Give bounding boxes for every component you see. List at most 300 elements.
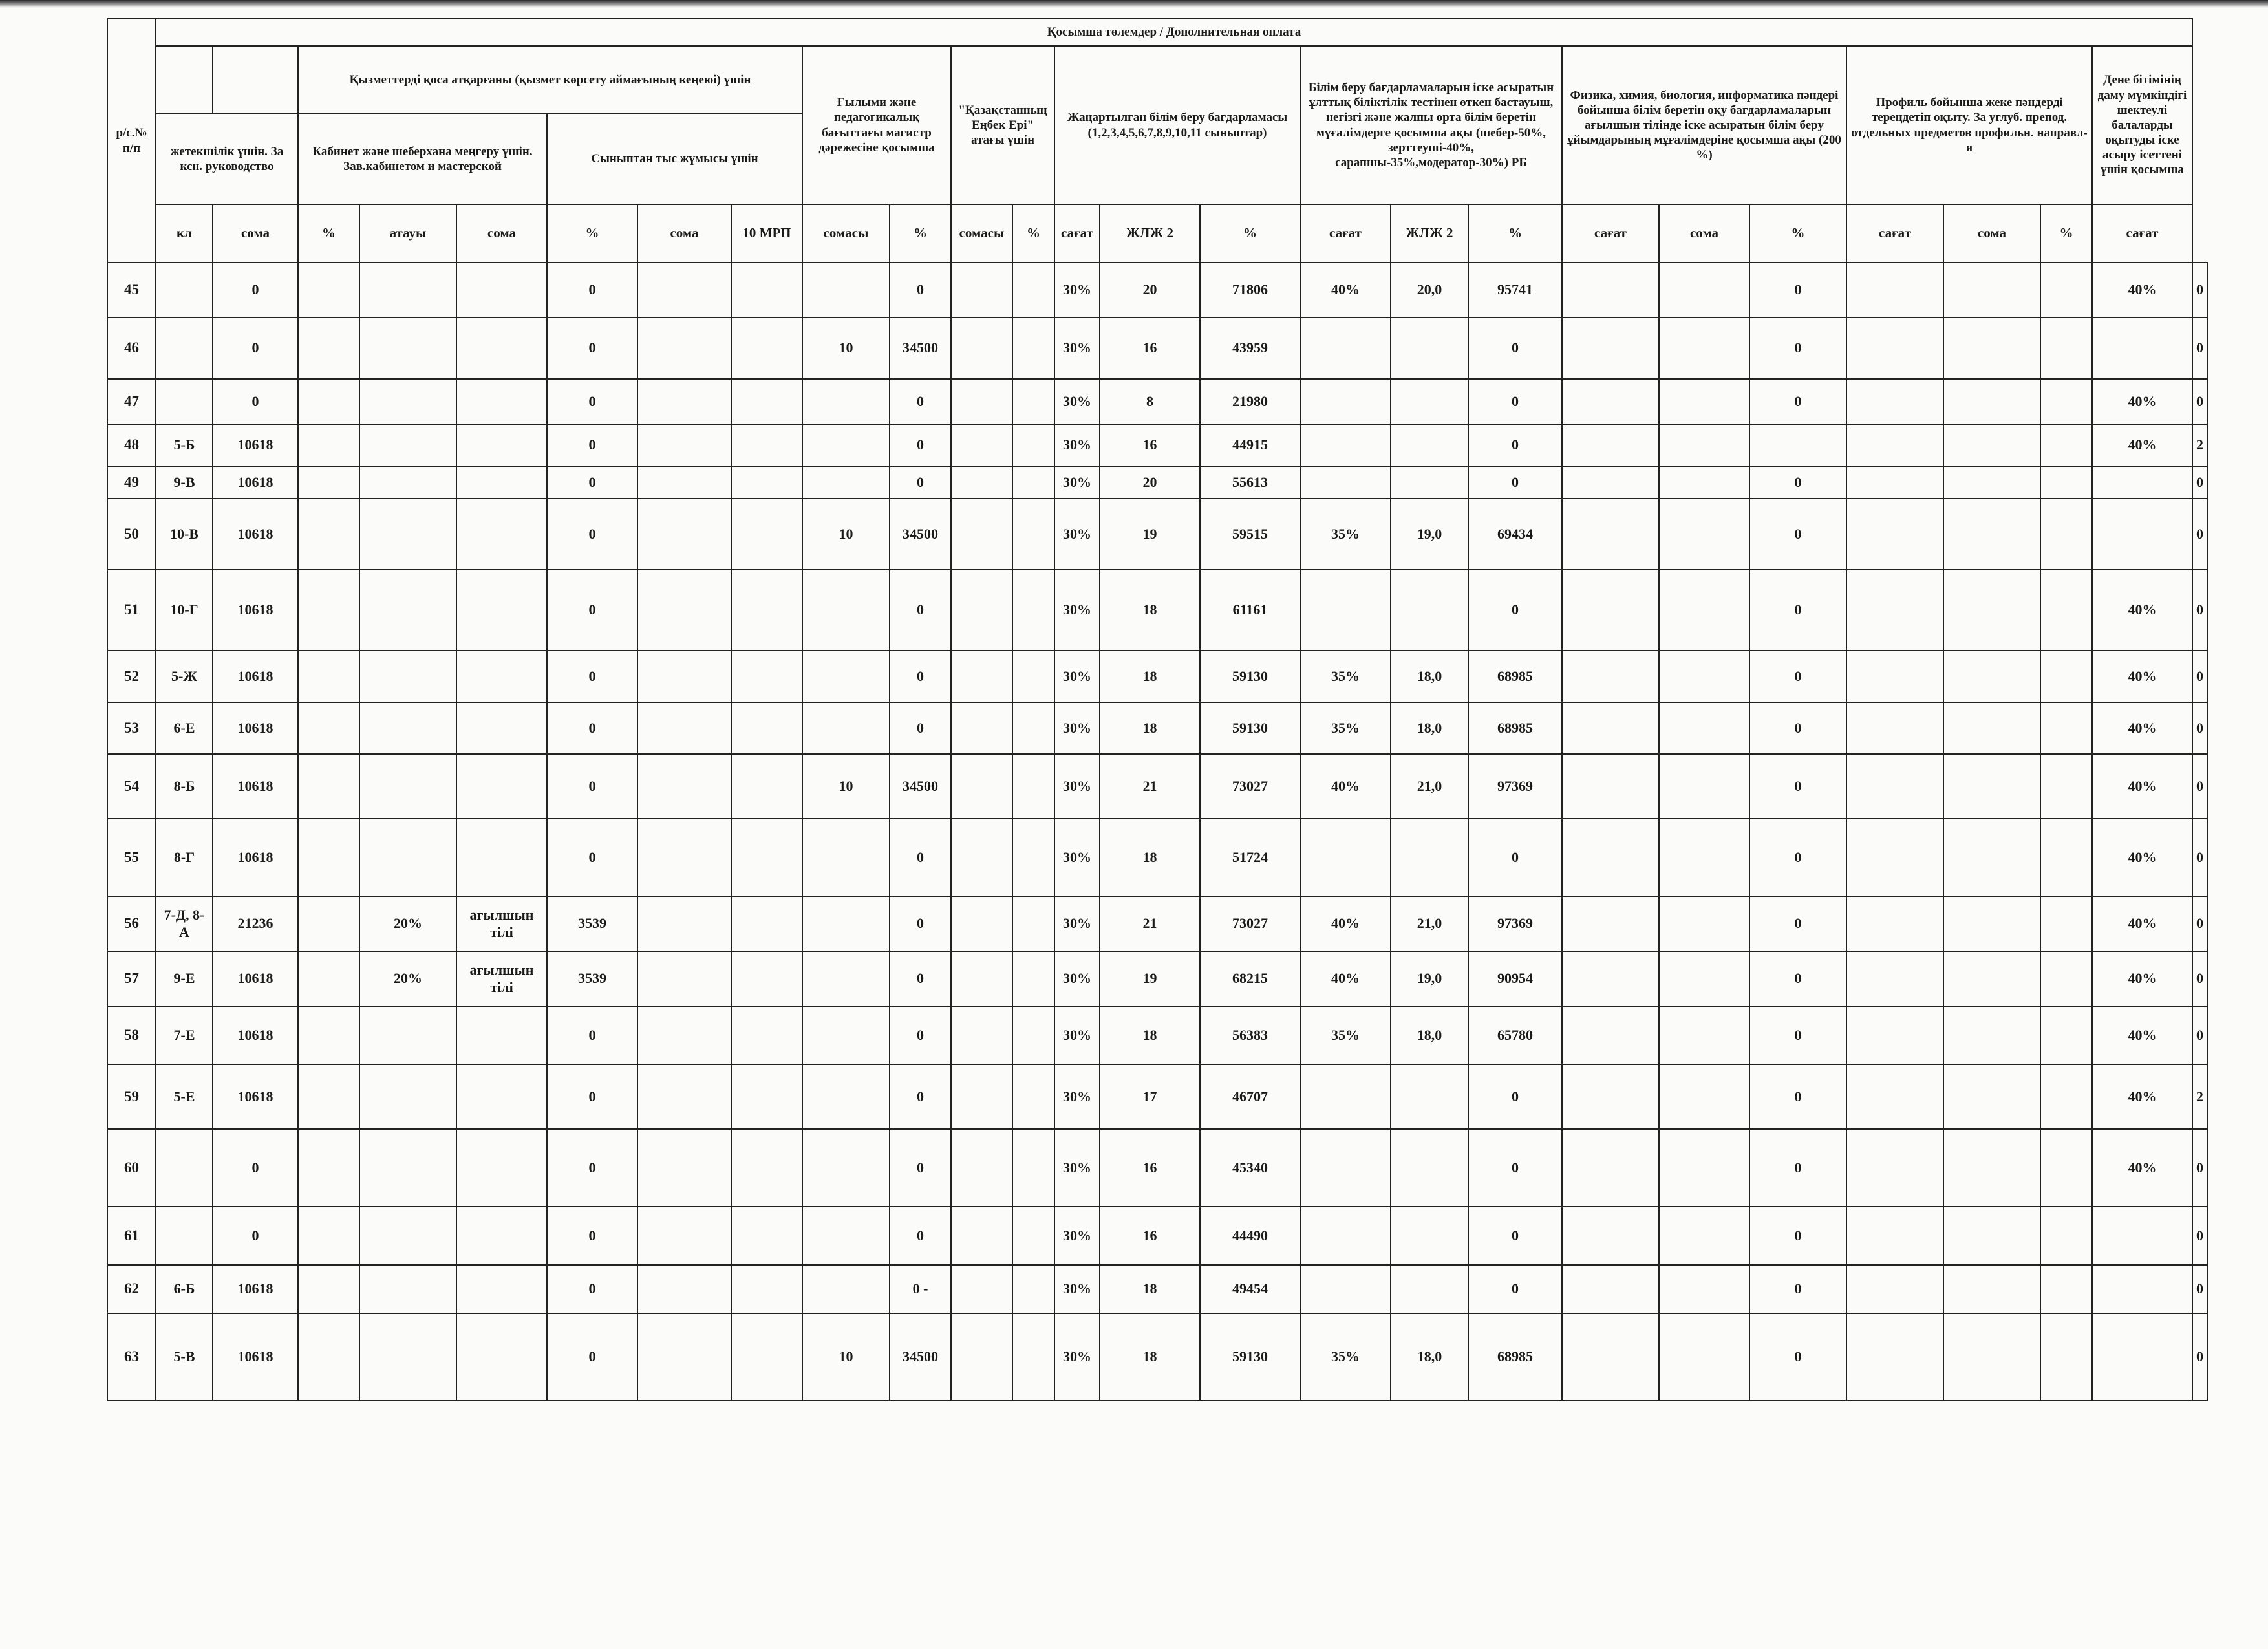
table-cell-f3: 0 [1749, 1006, 1847, 1065]
table-cell-f2 [1658, 753, 1750, 819]
table-cell-p1 [297, 569, 360, 651]
table-cell-p2 [359, 1064, 457, 1130]
table-cell-e2 [731, 650, 803, 703]
table-cell-g2 [1943, 951, 2041, 1007]
table-cell-e1 [637, 1313, 732, 1401]
row-number: 53 [107, 702, 156, 755]
table-cell-e1 [637, 1206, 732, 1266]
table-cell-p2 [359, 317, 457, 380]
table-cell-t1: 35% [1300, 702, 1391, 755]
table-cell-k1 [950, 1006, 1013, 1065]
table-cell-t2: 18,0 [1390, 650, 1469, 703]
table-cell-t3: 0 [1468, 818, 1563, 897]
table-cell-t3: 97369 [1468, 896, 1563, 952]
table-cell-u3: 44915 [1199, 424, 1301, 467]
table-cell-a2 [456, 1128, 548, 1207]
row-number: 63 [107, 1313, 156, 1401]
table-cell-s1: 10618 [212, 1006, 299, 1065]
table-cell-e1 [637, 1006, 732, 1065]
table-cell-s2: 0 [546, 1264, 638, 1314]
table-cell-d1: 40% [2091, 378, 2193, 425]
table-cell-p1 [297, 896, 360, 952]
table-cell-d2: 0 [2192, 498, 2208, 570]
row-number: 62 [107, 1264, 156, 1314]
table-cell-g3 [2040, 378, 2093, 425]
table-cell-s2: 0 [546, 702, 638, 755]
table-cell-t1: 35% [1300, 498, 1391, 570]
table-cell-k1 [950, 262, 1013, 318]
table-cell-u1: 30% [1054, 498, 1100, 570]
table-cell-a2 [456, 262, 548, 318]
table-cell-k2 [1012, 1064, 1055, 1130]
table-cell-t1: 35% [1300, 1313, 1391, 1401]
table-cell-f3: 0 [1749, 951, 1847, 1007]
table-cell-t2: 21,0 [1390, 896, 1469, 952]
table-cell-s2: 0 [546, 1206, 638, 1266]
table-cell-u2: 21 [1099, 753, 1201, 819]
table-cell-kl: 7-Е [155, 1006, 213, 1065]
table-cell-k1 [950, 1313, 1013, 1401]
column-header-sagat: сағат [1300, 204, 1391, 263]
table-cell-t2 [1390, 424, 1469, 467]
table-cell-f1 [1561, 1313, 1660, 1401]
table-cell-t3: 0 [1468, 569, 1563, 651]
table-cell-p2 [359, 424, 457, 467]
table-cell-g2 [1943, 262, 2041, 318]
table-cell-t2: 18,0 [1390, 1313, 1469, 1401]
table-cell-e2 [731, 1128, 803, 1207]
table-cell-g2 [1943, 896, 2041, 952]
table-cell-f3: 0 [1749, 702, 1847, 755]
table-cell-u1: 30% [1054, 1264, 1100, 1314]
table-cell-s1: 21236 [212, 896, 299, 952]
table-cell-u3: 61161 [1199, 569, 1301, 651]
table-cell-m1 [802, 650, 890, 703]
table-cell-u3: 46707 [1199, 1064, 1301, 1130]
table-cell-u2: 18 [1099, 1313, 1201, 1401]
table-cell-d1: 40% [2091, 896, 2193, 952]
table-cell-u1: 30% [1054, 753, 1100, 819]
table-cell-m1 [802, 1206, 890, 1266]
table-cell-u1: 30% [1054, 1313, 1100, 1401]
table-cell-k1 [950, 1064, 1013, 1130]
row-number: 51 [107, 569, 156, 651]
table-cell-k2 [1012, 818, 1055, 897]
table-cell-f3: 0 [1749, 818, 1847, 897]
table-cell-p2: 20% [359, 951, 457, 1007]
table-cell-kl: 8-Г [155, 818, 213, 897]
column-header-pct: % [1199, 204, 1301, 263]
row-number: 47 [107, 378, 156, 425]
table-cell-kl [155, 1128, 213, 1207]
column-header-sagat: сағат [1561, 204, 1660, 263]
table-cell-s1: 10618 [212, 424, 299, 467]
table-cell-u1: 30% [1054, 1006, 1100, 1065]
table-cell-g2 [1943, 1064, 2041, 1130]
table-cell-u2: 21 [1099, 896, 1201, 952]
table-cell-k1 [950, 569, 1013, 651]
table-cell-d2: 0 [2192, 1206, 2208, 1266]
table-cell-g2 [1943, 378, 2041, 425]
table-cell-d1: 40% [2091, 702, 2193, 755]
table-cell-m1 [802, 378, 890, 425]
table-cell-u3: 73027 [1199, 896, 1301, 952]
table-cell-t3: 0 [1468, 1128, 1563, 1207]
table-cell-s1: 0 [212, 317, 299, 380]
table-cell-m1 [802, 1006, 890, 1065]
table-cell-f1 [1561, 498, 1660, 570]
table-cell-d2: 0 [2192, 1006, 2208, 1065]
table-cell-g1 [1846, 1206, 1944, 1266]
table-cell-s1: 10618 [212, 466, 299, 499]
table-cell-t3: 0 [1468, 466, 1563, 499]
table-cell-a2 [456, 317, 548, 380]
table-cell-s2: 0 [546, 1006, 638, 1065]
table-cell-m1: 10 [802, 1313, 890, 1401]
table-cell-p1 [297, 951, 360, 1007]
table-cell-d1 [2091, 1264, 2193, 1314]
table-cell-g1 [1846, 498, 1944, 570]
table-cell-t1 [1300, 818, 1391, 897]
table-cell-s1: 10618 [212, 1313, 299, 1401]
table-cell-s2: 0 [546, 466, 638, 499]
table-cell-t3: 0 [1468, 424, 1563, 467]
table-cell-e2 [731, 896, 803, 952]
header-left-blank [155, 45, 213, 114]
table-cell-u1: 30% [1054, 1064, 1100, 1130]
table-cell-t3: 97369 [1468, 753, 1563, 819]
table-cell-k1 [950, 818, 1013, 897]
table-cell-g2 [1943, 466, 2041, 499]
table-cell-f3: 0 [1749, 650, 1847, 703]
table-cell-u1: 30% [1054, 951, 1100, 1007]
table-cell-p1 [297, 650, 360, 703]
table-cell-f2 [1658, 650, 1750, 703]
table-cell-f3: 0 [1749, 896, 1847, 952]
table-cell-m2: 0 [889, 262, 952, 318]
table-cell-m1 [802, 1128, 890, 1207]
table-cell-a2 [456, 818, 548, 897]
table-cell-m2: 34500 [889, 1313, 952, 1401]
table-cell-e1 [637, 1264, 732, 1314]
column-header-pct: % [2040, 204, 2093, 263]
table-cell-t3: 65780 [1468, 1006, 1563, 1065]
table-cell-s1: 10618 [212, 702, 299, 755]
table-cell-m1 [802, 262, 890, 318]
table-cell-g2 [1943, 1313, 2041, 1401]
header-labor-hero: "Қазақстанның Еңбек Ері" атағы үшін [950, 45, 1055, 205]
table-cell-k1 [950, 466, 1013, 499]
table-cell-u1: 30% [1054, 818, 1100, 897]
table-cell-s2: 3539 [546, 951, 638, 1007]
table-cell-u1: 30% [1054, 424, 1100, 467]
table-cell-e2 [731, 262, 803, 318]
table-cell-f2 [1658, 378, 1750, 425]
table-cell-kl: 10-Г [155, 569, 213, 651]
table-cell-f1 [1561, 466, 1660, 499]
table-cell-d1: 40% [2091, 424, 2193, 467]
column-header-sagat: сағат [1846, 204, 1944, 263]
table-cell-f3: 0 [1749, 753, 1847, 819]
table-cell-m1 [802, 1064, 890, 1130]
table-cell-f2 [1658, 1006, 1750, 1065]
table-cell-s2: 0 [546, 753, 638, 819]
table-cell-kl: 9-Е [155, 951, 213, 1007]
table-cell-k2 [1012, 262, 1055, 318]
table-cell-t2 [1390, 1206, 1469, 1266]
header-profile-study: Профиль бойынша жеке пәндерді тереңдетіп оқыту. За углуб. препод. отдельных предметов профильн. направл-я [1846, 45, 2093, 205]
table-cell-s2: 0 [546, 1313, 638, 1401]
row-number: 45 [107, 262, 156, 318]
table-cell-d1 [2091, 466, 2193, 499]
table-cell-f1 [1561, 702, 1660, 755]
table-cell-d2: 0 [2192, 896, 2208, 952]
table-cell-s1: 10618 [212, 498, 299, 570]
table-cell-d2: 0 [2192, 650, 2208, 703]
table-cell-kl: 10-В [155, 498, 213, 570]
table-cell-a2 [456, 1006, 548, 1065]
table-cell-d2: 0 [2192, 753, 2208, 819]
table-cell-f2 [1658, 1064, 1750, 1130]
table-cell-kl: 9-В [155, 466, 213, 499]
table-cell-t3: 90954 [1468, 951, 1563, 1007]
table-cell-s2: 0 [546, 569, 638, 651]
table-cell-u3: 56383 [1199, 1006, 1301, 1065]
table-cell-k2 [1012, 378, 1055, 425]
table-cell-m1 [802, 702, 890, 755]
table-cell-p1 [297, 262, 360, 318]
table-cell-a2 [456, 1264, 548, 1314]
table-cell-s2: 0 [546, 424, 638, 467]
table-cell-d2: 2 [2192, 424, 2208, 467]
table-cell-k1 [950, 1128, 1013, 1207]
table-cell-p1 [297, 424, 360, 467]
table-cell-s2: 0 [546, 818, 638, 897]
column-header-pct: % [889, 204, 952, 263]
row-number: 56 [107, 896, 156, 952]
table-cell-t1: 35% [1300, 1006, 1391, 1065]
table-cell-t2: 20,0 [1390, 262, 1469, 318]
table-cell-g1 [1846, 262, 1944, 318]
table-cell-u1: 30% [1054, 702, 1100, 755]
table-cell-s1: 10618 [212, 1064, 299, 1130]
table-cell-p2 [359, 702, 457, 755]
table-cell-m2: 0 [889, 378, 952, 425]
table-cell-u1: 30% [1054, 378, 1100, 425]
table-cell-f1 [1561, 753, 1660, 819]
table-cell-f2 [1658, 466, 1750, 499]
table-cell-e2 [731, 1313, 803, 1401]
table-cell-p2 [359, 650, 457, 703]
table-cell-a2 [456, 702, 548, 755]
table-cell-g1 [1846, 951, 1944, 1007]
table-cell-k2 [1012, 753, 1055, 819]
table-cell-e1 [637, 702, 732, 755]
table-cell-k2 [1012, 1264, 1055, 1314]
row-number: 54 [107, 753, 156, 819]
table-cell-a2: ағылшын тілі [456, 951, 548, 1007]
table-cell-f3: 0 [1749, 498, 1847, 570]
table-cell-kl: 7-Д, 8-А [155, 896, 213, 952]
table-cell-k2 [1012, 424, 1055, 467]
table-cell-m2: 0 [889, 1128, 952, 1207]
table-cell-g1 [1846, 569, 1944, 651]
table-cell-g3 [2040, 818, 2093, 897]
table-cell-g1 [1846, 378, 1944, 425]
table-cell-s1: 10618 [212, 650, 299, 703]
table-cell-g3 [2040, 1006, 2093, 1065]
table-cell-s1: 10618 [212, 951, 299, 1007]
table-cell-t3: 68985 [1468, 1313, 1563, 1401]
table-cell-d2: 0 [2192, 317, 2208, 380]
column-header-soma: сома [212, 204, 299, 263]
header-national-test: Білім беру бағдарламаларын іске асыратын ұлттық біліктілік тестінен өткен бастауыш, негізгі және жалпы орта білім беретін мұғалімдерге қосымша ақы (шебер-50%, зерттеуші-40%, сарапшы-35%,модератор-30%) РБ [1300, 45, 1563, 205]
table-cell-k1 [950, 498, 1013, 570]
header-extra-payments: Қосымша төлемдер / Дополнительная оплата [155, 18, 2193, 47]
table-cell-t2 [1390, 818, 1469, 897]
table-cell-d2: 0 [2192, 262, 2208, 318]
table-cell-s2: 3539 [546, 896, 638, 952]
table-cell-e2 [731, 317, 803, 380]
table-cell-t3: 95741 [1468, 262, 1563, 318]
column-header-soma: сома [1943, 204, 2041, 263]
table-cell-u2: 18 [1099, 1264, 1201, 1314]
table-cell-g2 [1943, 498, 2041, 570]
table-cell-g1 [1846, 1006, 1944, 1065]
column-header-sagat: сағат [2091, 204, 2193, 263]
table-cell-g2 [1943, 569, 2041, 651]
table-cell-s1: 0 [212, 262, 299, 318]
table-cell-d2: 0 [2192, 1128, 2208, 1207]
table-cell-f3: 0 [1749, 378, 1847, 425]
table-cell-k2 [1012, 1313, 1055, 1401]
table-cell-t2 [1390, 317, 1469, 380]
table-cell-m2: 0 [889, 951, 952, 1007]
table-cell-g3 [2040, 1264, 2093, 1314]
table-cell-m1: 10 [802, 753, 890, 819]
table-cell-g2 [1943, 424, 2041, 467]
table-cell-p2: 20% [359, 896, 457, 952]
table-cell-f3: 0 [1749, 1064, 1847, 1130]
table-cell-u1: 30% [1054, 896, 1100, 952]
table-cell-u3: 59130 [1199, 650, 1301, 703]
table-cell-d1 [2091, 498, 2193, 570]
table-cell-d1 [2091, 1313, 2193, 1401]
header-class-guidance: жетекшілік үшін. За ксн. руководство [155, 113, 299, 205]
table-cell-g2 [1943, 818, 2041, 897]
table-cell-d2: 0 [2192, 702, 2208, 755]
table-cell-s1: 10618 [212, 1264, 299, 1314]
table-cell-e2 [731, 1064, 803, 1130]
table-cell-f2 [1658, 1313, 1750, 1401]
table-cell-g1 [1846, 466, 1944, 499]
header-row-number: р/с.№ п/п [107, 18, 156, 263]
table-cell-m2: 0 [889, 1064, 952, 1130]
table-cell-u1: 30% [1054, 569, 1100, 651]
table-cell-f1 [1561, 1264, 1660, 1314]
column-header-pct: % [546, 204, 638, 263]
table-cell-u3: 73027 [1199, 753, 1301, 819]
table-cell-t1 [1300, 1206, 1391, 1266]
table-cell-f2 [1658, 818, 1750, 897]
table-cell-f1 [1561, 1064, 1660, 1130]
header-physical-development: Дене бітімінің даму мүмкіндігі шектеулі балаларды оқытуды іске асыру ісеттені үшін қосымша [2091, 45, 2193, 205]
table-cell-s1: 10618 [212, 753, 299, 819]
table-cell-p1 [297, 702, 360, 755]
table-cell-f2 [1658, 1128, 1750, 1207]
table-cell-u3: 43959 [1199, 317, 1301, 380]
table-cell-p1 [297, 753, 360, 819]
table-cell-d2: 2 [2192, 1064, 2208, 1130]
column-header-pct: % [1749, 204, 1847, 263]
table-cell-p1 [297, 1264, 360, 1314]
table-cell-f2 [1658, 498, 1750, 570]
table-cell-d1: 40% [2091, 818, 2193, 897]
table-cell-u2: 18 [1099, 650, 1201, 703]
table-cell-d1: 40% [2091, 1128, 2193, 1207]
table-cell-s2: 0 [546, 1128, 638, 1207]
table-cell-g3 [2040, 753, 2093, 819]
table-cell-k2 [1012, 498, 1055, 570]
table-cell-t3: 69434 [1468, 498, 1563, 570]
table-cell-u1: 30% [1054, 262, 1100, 318]
table-cell-m2: 34500 [889, 317, 952, 380]
table-cell-f3: 0 [1749, 1313, 1847, 1401]
column-header-zhlzh: ЖЛЖ 2 [1099, 204, 1201, 263]
table-cell-m1 [802, 1264, 890, 1314]
table-cell-g1 [1846, 1264, 1944, 1314]
table-cell-f1 [1561, 1206, 1660, 1266]
table-cell-s2: 0 [546, 650, 638, 703]
table-cell-g1 [1846, 317, 1944, 380]
table-cell-kl: 6-Е [155, 702, 213, 755]
table-cell-f1 [1561, 650, 1660, 703]
table-cell-kl [155, 317, 213, 380]
table-cell-s2: 0 [546, 498, 638, 570]
table-cell-e1 [637, 951, 732, 1007]
table-cell-t3: 0 [1468, 317, 1563, 380]
table-cell-kl: 8-Б [155, 753, 213, 819]
table-cell-d1: 40% [2091, 951, 2193, 1007]
table-cell-k2 [1012, 951, 1055, 1007]
table-cell-a2 [456, 424, 548, 467]
table-cell-d1: 40% [2091, 262, 2193, 318]
table-cell-u3: 21980 [1199, 378, 1301, 425]
table-cell-kl: 5-В [155, 1313, 213, 1401]
table-cell-p1 [297, 317, 360, 380]
table-cell-u1: 30% [1054, 317, 1100, 380]
table-cell-g1 [1846, 818, 1944, 897]
row-number: 50 [107, 498, 156, 570]
table-cell-f1 [1561, 262, 1660, 318]
table-cell-f2 [1658, 951, 1750, 1007]
table-cell-g2 [1943, 1206, 2041, 1266]
table-cell-u2: 16 [1099, 1206, 1201, 1266]
column-header-soma: сома [456, 204, 548, 263]
header-combining-duties: Қызметтерді қоса атқарғаны (қызмет көрсету аймағының кеңеюі) үшін [297, 45, 803, 114]
row-number: 59 [107, 1064, 156, 1130]
table-cell-u2: 16 [1099, 1128, 1201, 1207]
table-cell-m1: 10 [802, 498, 890, 570]
row-number: 46 [107, 317, 156, 380]
table-cell-a2: ағылшын тілі [456, 896, 548, 952]
table-cell-f2 [1658, 702, 1750, 755]
table-cell-f3: 0 [1749, 466, 1847, 499]
table-cell-k2 [1012, 569, 1055, 651]
table-cell-f3: 0 [1749, 1264, 1847, 1314]
table-cell-p2 [359, 1128, 457, 1207]
table-cell-f1 [1561, 317, 1660, 380]
